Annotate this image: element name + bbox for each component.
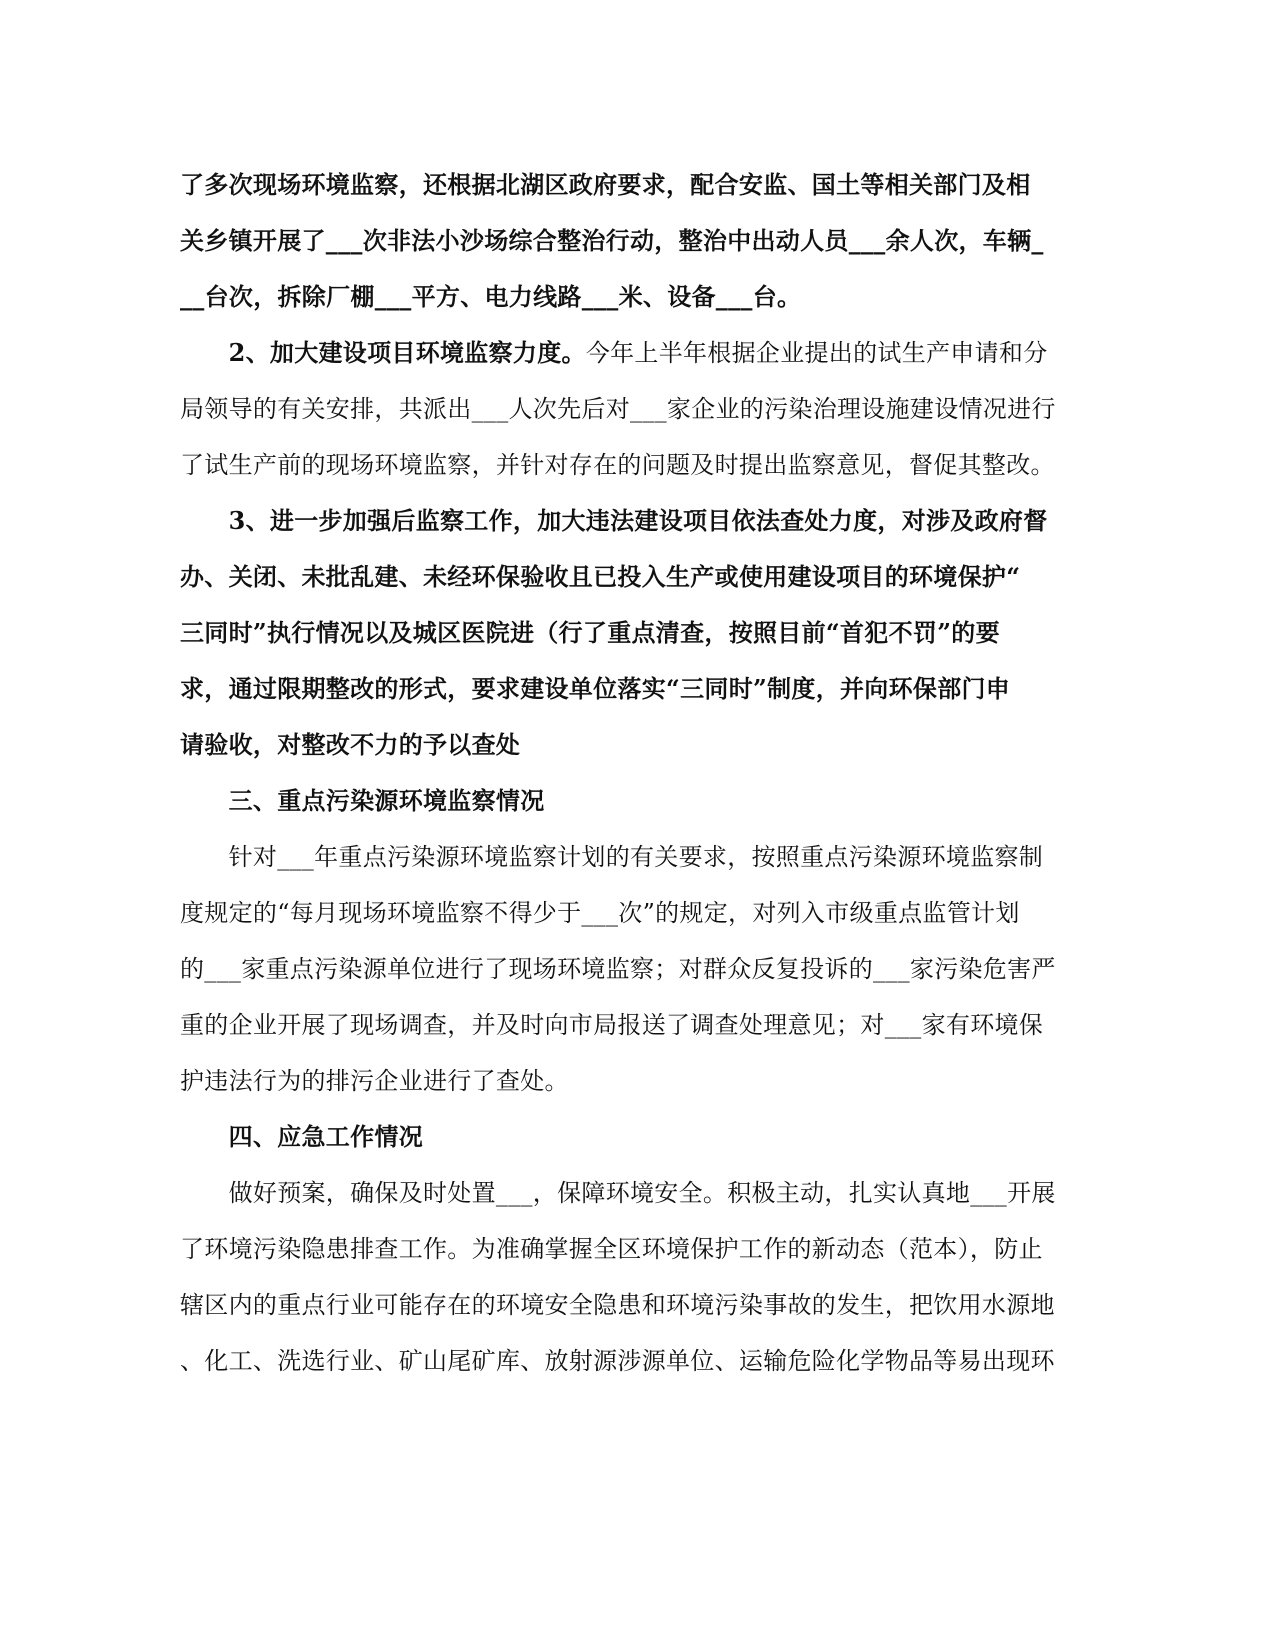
text-line [180,333,1048,389]
text-line: 局领导的有关安排，共派出___人次先后对___家企业的污染治理设施建设情况进行 [180,395,1056,423]
text-line: 了多次现场环境监察，还根据北湖区政府要求，配合安监、国土等相关部门及相 [180,170,1031,199]
text-line: 关乡镇开展了___次非法小沙场综合整治行动，整治中出动人员___余人次，车辆_ [180,226,1044,255]
text-line: 了环境污染隐患排查工作。为准确掌握全区环境保护工作的新动态（范本），防止 [180,1235,1043,1263]
text-line: 、化工、洗选行业、矿山尾矿库、放射源涉源单位、运输危险化学物品等易出现环 [180,1347,1055,1375]
text-line: 做好预案，确保及时处置___，保障环境安全。积极主动，扎实认真地___开展 [180,1179,1056,1207]
text-line: 针对___年重点污染源环境监察计划的有关要求，按照重点污染源环境监察制 [180,843,1044,871]
text-line: 的___家重点污染源单位进行了现场环境监察；对群众反复投诉的___家污染危害严 [180,955,1056,983]
text-line: 三同时”执行情况以及城区医院进（行了重点清查，按照目前“首犯不罚”的要 [180,618,1000,647]
text-line: 重的企业开展了现场调查，并及时向市局报送了调查处理意见；对___家有环境保 [180,1011,1044,1039]
text-line: 求，通过限期整改的形式，要求建设单位落实“三同时”制度，并向环保部门申 [180,674,1011,703]
item-heading: 2、加大建设项目环境监察力度。 [180,338,586,367]
document-body [180,165,1056,1397]
text-line: 了试生产前的现场环境监察，并针对存在的问题及时提出监察意见，督促其整改。 [180,451,1055,479]
text-line: 护违法行为的排污企业进行了查处。 [180,1067,569,1095]
text-line: 3、进一步加强后监察工作，加大违法建设项目依法查处力度，对涉及政府督 [180,506,1048,535]
text-line: 办、关闭、未批乱建、未经环保验收且已投入生产或使用建设项目的环境保护“ [180,562,1021,591]
item-text: 今年上半年根据企业提出的试生产申请和分 [585,339,1048,367]
text-line: 度规定的“每月现场环境监察不得少于___次”的规定，对列入市级重点监管计划 [180,899,1020,927]
section-heading: 四、应急工作情况 [180,1122,423,1151]
section-heading: 三、重点污染源环境监察情况 [180,786,545,815]
text-line: 辖区内的重点行业可能存在的环境安全隐患和环境污染事故的发生，把饮用水源地 [180,1291,1055,1319]
text-line: 请验收，对整改不力的予以查处 [180,730,521,759]
text-line: __台次，拆除厂棚___平方、电力线路___米、设备___台。 [180,282,802,311]
